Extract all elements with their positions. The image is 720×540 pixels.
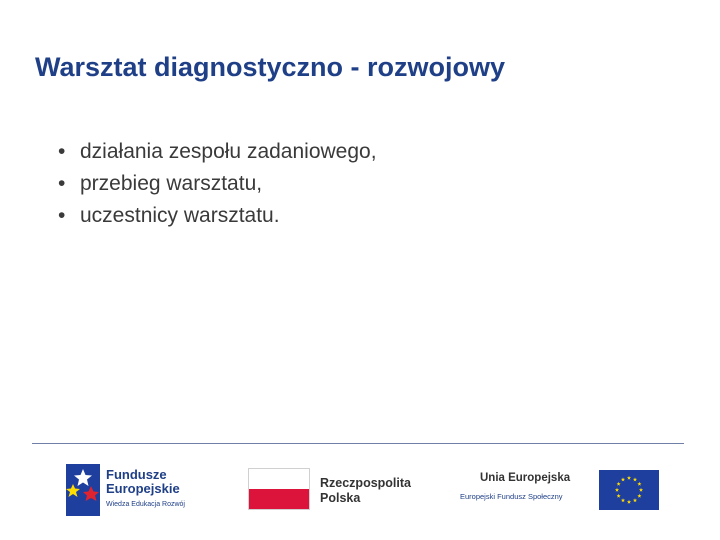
bullet-dot: •: [58, 204, 66, 227]
bullet-text: uczestnicy warsztatu.: [80, 204, 280, 227]
footer-divider: [32, 443, 684, 444]
eu-star-icon: [627, 476, 631, 480]
bullet-item: [58, 136, 377, 168]
eu-star-icon: [617, 494, 621, 498]
fundusze-europejskie-logo-icon: [64, 462, 104, 518]
rzeczpospolita-name: Rzeczpospolita Polska: [320, 476, 411, 505]
eu-star-icon: [633, 498, 637, 502]
bullet-dot: •: [58, 172, 66, 195]
eu-star-icon: [633, 477, 637, 481]
poland-flag-icon: [248, 468, 310, 510]
unia-europejska-logo: [458, 468, 658, 512]
bullet-item: [58, 168, 377, 200]
eu-star-icon: [627, 500, 631, 504]
bullet-text: działania zespołu zadaniowego,: [80, 140, 377, 163]
unia-name: Unia Europejska: [480, 472, 571, 484]
eu-star-icon: [639, 488, 643, 492]
unia-fund-name: Europejski Fundusz Społeczny: [460, 492, 563, 501]
fundusze-subtitle: Wiedza Edukacja Rozwój: [106, 501, 185, 508]
eu-star-icon: [617, 482, 621, 486]
bullet-list: [58, 136, 377, 232]
bullet-dot: •: [58, 140, 66, 163]
fundusze-europejskie-logo: [64, 462, 224, 518]
eu-star-icon: [621, 477, 625, 481]
eu-flag-icon: [599, 470, 659, 510]
eu-star-icon: [615, 488, 619, 492]
bullet-item: [58, 200, 377, 232]
bullet-text: przebieg warsztatu,: [80, 172, 263, 195]
eu-star-icon: [637, 482, 641, 486]
eu-star-icon: [621, 498, 625, 502]
eu-star-icon: [637, 494, 641, 498]
slide-title: Warsztat diagnostyczno - rozwojowy: [35, 52, 506, 82]
fundusze-name: Fundusze Europejskie: [106, 467, 180, 496]
rzeczpospolita-polska-logo: [248, 468, 438, 514]
